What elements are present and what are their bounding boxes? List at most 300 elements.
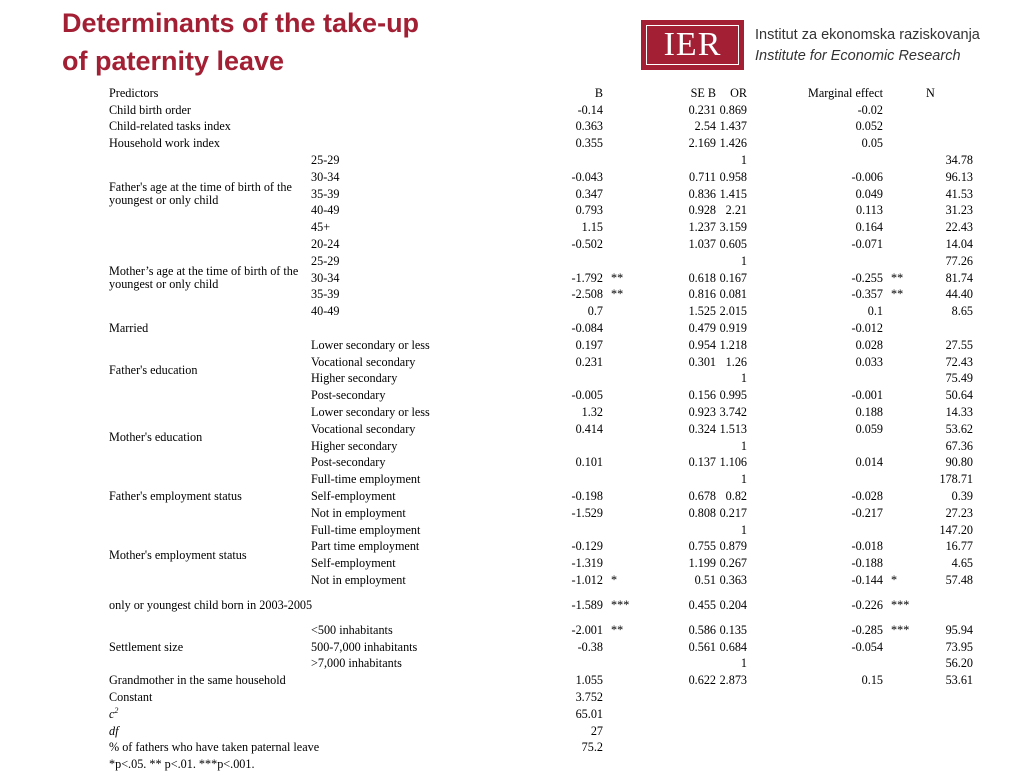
marginal-effect: -0.226: [851, 597, 883, 612]
header-marginal-effect: Marginal effect: [807, 85, 883, 100]
predictor-label: Father's employment status: [109, 489, 242, 504]
odds-ratio: 1.218: [719, 337, 747, 352]
significance-b: [605, 303, 638, 320]
odds-ratio: 2.21: [725, 203, 747, 218]
odds-ratio: 1.415: [719, 186, 747, 201]
n-value: 27.55: [945, 337, 973, 352]
n-value: 77.26: [945, 253, 973, 268]
df-row: [106, 723, 975, 740]
coef-b: 1.15: [581, 220, 603, 235]
odds-ratio: 0.167: [719, 270, 747, 285]
odds-ratio: 0.82: [725, 489, 747, 504]
logo-name-croatian: Institut za ekonomska raziskovanja: [755, 27, 980, 43]
coef-se: 0.324: [688, 421, 716, 436]
significance-me: [885, 438, 915, 455]
marginal-effect: -0.357: [851, 287, 883, 302]
n-value: 53.61: [945, 673, 973, 688]
coef-b: -1.589: [571, 597, 603, 612]
coef-b: -0.129: [571, 539, 603, 554]
marginal-effect: [749, 471, 885, 488]
table-header-row: [106, 85, 975, 102]
significance-b: **: [611, 622, 624, 637]
coef-b: 1.055: [575, 673, 603, 688]
significance-b: [605, 169, 638, 186]
marginal-effect: 0.033: [855, 354, 883, 369]
significance-b: [605, 672, 638, 689]
significance-me: [885, 555, 915, 572]
logo-abbreviation: IER: [646, 25, 739, 65]
coef-se: [638, 253, 718, 270]
table-row: [106, 236, 975, 253]
odds-ratio: 0.363: [719, 573, 747, 587]
coef-se: 1.525: [688, 304, 716, 319]
category-label: Self-employment: [311, 556, 396, 571]
n-value: 4.65: [951, 556, 973, 571]
n-value: [915, 320, 975, 337]
table-row: [106, 589, 975, 622]
coef-se: [638, 152, 718, 169]
table-body: [106, 102, 975, 706]
odds-ratio: 1: [740, 656, 747, 671]
significance-b: [605, 320, 638, 337]
fathers-leave-label: % of fathers who have taken paternal leave: [109, 740, 320, 755]
significance-b: [605, 505, 638, 522]
marginal-effect: -0.001: [851, 388, 883, 403]
marginal-effect: -0.188: [851, 556, 883, 571]
significance-b: [605, 488, 638, 505]
significance-me: **: [891, 270, 904, 285]
n-value: 0.39: [951, 489, 973, 504]
n-value: 73.95: [945, 639, 973, 654]
header-spacer: [605, 85, 638, 102]
category-label: Lower secondary or less: [311, 337, 430, 352]
significance-me: [885, 522, 915, 539]
predictor-label: Constant: [109, 689, 153, 704]
n-value: 8.65: [951, 304, 973, 319]
odds-ratio: 0.135: [719, 622, 747, 637]
significance-me: [885, 169, 915, 186]
coef-se: 0.923: [688, 405, 716, 420]
predictor-label: Child birth order: [109, 102, 191, 117]
significance-me: ***: [891, 622, 910, 637]
marginal-effect: -0.144: [851, 573, 883, 587]
category-label: 500-7,000 inhabitants: [311, 639, 418, 654]
coef-se: 0.954: [688, 337, 716, 352]
category-label: 20-24: [311, 237, 340, 252]
n-value: 75.49: [945, 371, 973, 386]
category-label: Vocational secondary: [311, 421, 416, 436]
odds-ratio: 0.081: [719, 287, 747, 302]
n-value: 16.77: [945, 539, 973, 554]
category-label: Post-secondary: [311, 388, 386, 403]
table-row: [106, 102, 975, 119]
table-row: [106, 152, 975, 169]
coef-se: [638, 689, 718, 706]
category-label: 25-29: [311, 153, 340, 168]
n-value: 50.64: [945, 388, 973, 403]
marginal-effect: [749, 152, 885, 169]
coef-b: -1.012: [571, 573, 603, 587]
coef-se: 0.622: [688, 673, 716, 688]
n-value: 44.40: [945, 287, 973, 302]
coef-se: 0.561: [688, 639, 716, 654]
significance-me: *: [891, 573, 898, 587]
significance-b: **: [611, 270, 624, 285]
table-row: [106, 672, 975, 689]
significance-me: [885, 354, 915, 371]
significance-me: [885, 387, 915, 404]
coef-b: -1.792: [571, 270, 603, 285]
significance-me: [885, 371, 915, 388]
header-or: OR: [730, 85, 747, 100]
marginal-effect: 0.049: [855, 186, 883, 201]
coef-b: 0.363: [575, 119, 603, 134]
header-predictors: Predictors: [109, 85, 159, 100]
coef-b: 0.101: [575, 455, 603, 470]
coef-b: -2.001: [571, 622, 603, 637]
n-value: 27.23: [945, 505, 973, 520]
category-label: Full-time employment: [311, 522, 421, 537]
marginal-effect: 0.059: [855, 421, 883, 436]
header-spacer: [308, 85, 512, 102]
marginal-effect: [749, 656, 885, 673]
significance-me: [885, 253, 915, 270]
significance-me: [885, 320, 915, 337]
significance-b: [605, 152, 638, 169]
significance-b: [605, 404, 638, 421]
coef-b: -0.502: [571, 237, 603, 252]
n-value: [915, 119, 975, 136]
marginal-effect: [749, 522, 885, 539]
category-label: Not in employment: [311, 573, 406, 587]
coef-se: 0.755: [688, 539, 716, 554]
significance-me: [885, 672, 915, 689]
odds-ratio: 1: [740, 153, 747, 168]
marginal-effect: 0.05: [861, 136, 883, 151]
significance-b: [605, 539, 638, 556]
odds-ratio: 0.684: [719, 639, 747, 654]
coef-b: 0.414: [575, 421, 603, 436]
n-value: 178.71: [939, 472, 973, 487]
marginal-effect: -0.006: [851, 169, 883, 184]
significance-me: [885, 337, 915, 354]
odds-ratio: 0.958: [719, 169, 747, 184]
significance-me: [885, 539, 915, 556]
marginal-effect: -0.217: [851, 505, 883, 520]
coef-se: [638, 371, 718, 388]
significance-b: [605, 522, 638, 539]
n-value: 72.43: [945, 354, 973, 369]
n-value: 14.04: [945, 237, 973, 252]
odds-ratio: 2.015: [719, 304, 747, 319]
header-spacer: [885, 85, 915, 102]
significance-me: **: [891, 287, 904, 302]
coef-b: -1.319: [571, 556, 603, 571]
marginal-effect: -0.285: [851, 622, 883, 637]
odds-ratio: 0.605: [719, 237, 747, 252]
marginal-effect: 0.028: [855, 337, 883, 352]
marginal-effect: -0.02: [857, 102, 883, 117]
predictor-label: Household work index: [109, 136, 221, 151]
n-value: [915, 135, 975, 152]
n-value: 31.23: [945, 203, 973, 218]
predictor-label: Father's age at the time of birth of the youngest or only child: [109, 180, 292, 208]
significance-me: [885, 236, 915, 253]
category-label: Self-employment: [311, 489, 396, 504]
n-value: 96.13: [945, 169, 973, 184]
significance-b: [605, 438, 638, 455]
regression-table: [106, 85, 975, 773]
significance-b: [605, 337, 638, 354]
coef-se: 0.479: [688, 321, 716, 336]
coef-b: -0.005: [571, 388, 603, 403]
coef-b: 0.197: [575, 337, 603, 352]
coef-b: [512, 438, 605, 455]
n-value: 14.33: [945, 405, 973, 420]
marginal-effect: -0.028: [851, 489, 883, 504]
title-line-1: Determinants of the take-up: [62, 8, 420, 38]
odds-ratio: 2.873: [719, 673, 747, 688]
n-value: 147.20: [939, 522, 973, 537]
coef-se: 0.301: [688, 354, 716, 369]
odds-ratio: 1: [740, 438, 747, 453]
significance-b: [605, 236, 638, 253]
coef-se: 0.808: [688, 505, 716, 520]
title-line-2: of paternity leave: [62, 46, 285, 76]
predictor-label: only or youngest child born in 2003-2005: [109, 597, 313, 612]
significance-me: [885, 303, 915, 320]
predictor-label: Mother’s age at the time of birth of the youngest or only child: [109, 264, 299, 292]
odds-ratio: 0.995: [719, 388, 747, 403]
significance-b: *: [611, 573, 618, 587]
odds-ratio: 1.426: [719, 136, 747, 151]
odds-ratio: 0.267: [719, 556, 747, 571]
n-value: 81.74: [945, 270, 973, 285]
table-row: [106, 337, 975, 354]
coef-b: 3.752: [575, 689, 603, 704]
significance-me: [885, 404, 915, 421]
significance-me: [885, 119, 915, 136]
significance-b: [605, 455, 638, 472]
coef-se: 0.51: [694, 573, 716, 587]
table-row: [106, 135, 975, 152]
coef-b: -2.508: [571, 287, 603, 302]
category-label: 25-29: [311, 253, 340, 268]
odds-ratio: 3.742: [719, 405, 747, 420]
header-se: SE B: [690, 85, 716, 100]
odds-ratio: [718, 689, 749, 706]
odds-ratio: 1: [740, 253, 747, 268]
coef-b: [512, 371, 605, 388]
significance-me: [885, 219, 915, 236]
coef-se: 2.54: [694, 119, 716, 134]
chi-square-label: $c^2$: [109, 705, 119, 721]
fathers-leave-row: [106, 739, 975, 756]
odds-ratio: 0.204: [719, 597, 747, 612]
coef-se: 1.199: [688, 556, 716, 571]
category-label: >7,000 inhabitants: [311, 656, 402, 671]
n-value: 67.36: [945, 438, 973, 453]
category-label: Not in employment: [311, 505, 406, 520]
significance-b: [605, 135, 638, 152]
odds-ratio: 1: [740, 522, 747, 537]
marginal-effect: -0.054: [851, 639, 883, 654]
odds-ratio: 1.513: [719, 421, 747, 436]
coef-b: -0.198: [571, 489, 603, 504]
significance-b: [605, 555, 638, 572]
n-value: 90.80: [945, 455, 973, 470]
table-row: [106, 689, 975, 706]
n-value: 57.48: [945, 573, 973, 587]
coef-se: 0.137: [688, 455, 716, 470]
table-row: [106, 522, 975, 539]
significance-b: [605, 186, 638, 203]
coef-b: [512, 656, 605, 673]
odds-ratio: 1.106: [719, 455, 747, 470]
significance-me: [885, 203, 915, 220]
marginal-effect: 0.188: [855, 405, 883, 420]
significance-b: **: [611, 287, 624, 302]
significance-me: [885, 505, 915, 522]
coef-b: 0.793: [575, 203, 603, 218]
coef-se: 0.928: [688, 203, 716, 218]
coef-b: 0.355: [575, 136, 603, 151]
coef-b: [512, 522, 605, 539]
significance-me: [885, 135, 915, 152]
coef-se: 0.231: [688, 102, 716, 117]
coef-se: 0.816: [688, 287, 716, 302]
category-label: <500 inhabitants: [311, 622, 393, 637]
coef-se: 0.678: [688, 489, 716, 504]
coef-b: [512, 152, 605, 169]
coef-b: -0.084: [571, 321, 603, 336]
marginal-effect: [749, 689, 885, 706]
n-value: 22.43: [945, 220, 973, 235]
marginal-effect: -0.255: [851, 270, 883, 285]
n-value: [915, 589, 975, 622]
significance-b: [605, 471, 638, 488]
category-label: Full-time employment: [311, 472, 421, 487]
significance-b: [605, 219, 638, 236]
n-value: [915, 102, 975, 119]
logo-name-english: Institute for Economic Research: [755, 48, 961, 64]
category-label: Vocational secondary: [311, 354, 416, 369]
logo-text: [755, 25, 980, 67]
significance-me: [885, 689, 915, 706]
coef-se: [638, 522, 718, 539]
fathers-leave-value: 75.2: [581, 740, 603, 755]
significance-b: ***: [611, 597, 630, 612]
coef-se: 0.711: [689, 169, 716, 184]
odds-ratio: 0.879: [719, 539, 747, 554]
coef-se: 0.586: [688, 622, 716, 637]
coef-b: 0.7: [587, 304, 603, 319]
odds-ratio: 1: [740, 371, 747, 386]
category-label: Lower secondary or less: [311, 405, 430, 420]
logo-box: [641, 20, 744, 70]
significance-b: [605, 102, 638, 119]
category-label: 40-49: [311, 304, 340, 319]
header-n: N: [926, 85, 935, 100]
predictor-label: Grandmother in the same household: [109, 673, 286, 688]
significance-b: [605, 203, 638, 220]
significance-me: [885, 455, 915, 472]
coef-se: 0.455: [688, 597, 716, 612]
predictor-label: Settlement size: [109, 639, 184, 654]
coef-b: -0.14: [577, 102, 603, 117]
marginal-effect: 0.052: [855, 119, 883, 134]
odds-ratio: 3.159: [719, 220, 747, 235]
significance-me: [885, 471, 915, 488]
n-value: 95.94: [945, 622, 973, 637]
significance-me: [885, 656, 915, 673]
odds-ratio: 1: [740, 472, 747, 487]
marginal-effect: [749, 371, 885, 388]
marginal-effect: 0.15: [861, 673, 883, 688]
n-value: 53.62: [945, 421, 973, 436]
marginal-effect: [749, 438, 885, 455]
marginal-effect: -0.012: [851, 321, 883, 336]
df-label: df: [109, 723, 119, 738]
coef-se: [638, 471, 718, 488]
significance-b: [605, 656, 638, 673]
coef-se: 0.618: [688, 270, 716, 285]
coef-se: 1.037: [688, 237, 716, 252]
significance-me: [885, 152, 915, 169]
coef-b: [512, 253, 605, 270]
predictor-label: Married: [109, 321, 149, 336]
significance-b: [605, 387, 638, 404]
df-value: 27: [590, 723, 603, 738]
category-label: Part time employment: [311, 539, 420, 554]
odds-ratio: 1.26: [725, 354, 747, 369]
table-row: [106, 471, 975, 488]
marginal-effect: [749, 253, 885, 270]
odds-ratio: 0.919: [719, 321, 747, 336]
slide-title: [62, 4, 582, 80]
odds-ratio: 1.437: [719, 119, 747, 134]
significance-me: [885, 102, 915, 119]
coef-se: [638, 438, 718, 455]
n-value: [915, 689, 975, 706]
marginal-effect: 0.164: [855, 220, 883, 235]
significance-footnote: *p<.05. ** p<.01. ***p<.001.: [109, 757, 255, 772]
coef-b: -1.529: [571, 505, 603, 520]
significance-me: ***: [891, 597, 910, 612]
category-label: 35-39: [311, 186, 340, 201]
coef-b: 0.231: [575, 354, 603, 369]
significance-b: [605, 354, 638, 371]
category-label: 30-34: [311, 169, 340, 184]
category-label: Higher secondary: [311, 438, 398, 453]
odds-ratio: 0.217: [719, 505, 747, 520]
coef-b: 1.32: [581, 405, 603, 420]
significance-b: [605, 639, 638, 656]
n-value: 41.53: [945, 186, 973, 201]
significance-b: [605, 689, 638, 706]
table-row: [106, 404, 975, 421]
marginal-effect: 0.113: [856, 203, 883, 218]
significance-me: [885, 421, 915, 438]
significance-b: [605, 421, 638, 438]
coef-se: 0.836: [688, 186, 716, 201]
coef-b: 0.347: [575, 186, 603, 201]
category-label: 30-34: [311, 270, 340, 285]
coef-b: [512, 471, 605, 488]
marginal-effect: 0.014: [855, 455, 883, 470]
significance-me: [885, 186, 915, 203]
coef-se: [638, 656, 718, 673]
